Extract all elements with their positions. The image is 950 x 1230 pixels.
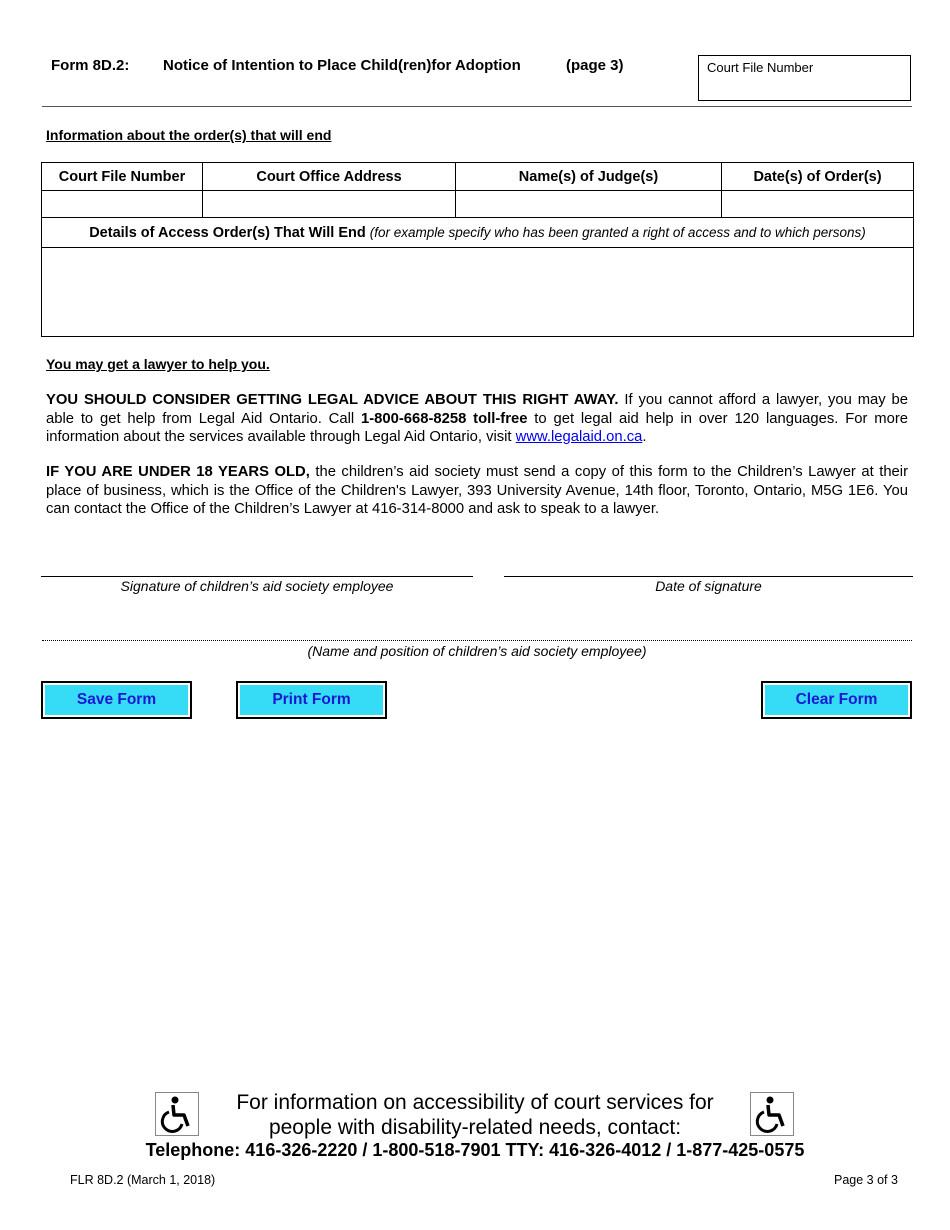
wheelchair-icon	[750, 1092, 794, 1136]
accessibility-text	[200, 1090, 750, 1140]
form-title: Notice of Intention to Place Child(ren)for Adoption	[163, 57, 521, 74]
date-line[interactable]	[504, 576, 913, 577]
under18-text: the children’s aid society must send a copy of this form to the Children’s Lawyer at their place of business, which is the Office of the Children's Lawyer, 393 University Avenue, 14th floor, Toronto, Ontario, M5G 1E6. You can contact the Office of the Children’s Lawyer at 416-314-8000 and ask to speak to a lawyer.	[46, 464, 908, 517]
advice-text-2: to get legal aid help in over 120 languages. For more information about the services available through Legal Aid Ontario, visit	[46, 410, 908, 445]
signature-line[interactable]	[41, 576, 473, 577]
column-header: Date(s) of Order(s)	[722, 163, 914, 191]
legal-advice-paragraph	[46, 391, 908, 447]
accessibility-line-2: people with disability-related needs, contact:	[268, 1116, 682, 1139]
advice-phone: 1-800-668-8258 toll-free	[361, 410, 528, 427]
details-heading-bold: Details of Access Order(s) That Will End	[89, 224, 366, 241]
date-label: Date of signature	[655, 578, 762, 594]
page-number: Page 3 of 3	[834, 1173, 898, 1187]
advice-bold: YOU SHOULD CONSIDER GETTING LEGAL ADVICE ABOUT THIS RIGHT AWAY.	[46, 392, 619, 408]
signature-label: Signature of children’s aid society employee	[120, 578, 394, 594]
details-heading-row	[42, 218, 914, 248]
form-code: FLR 8D.2 (March 1, 2018)	[70, 1173, 216, 1187]
wheelchair-icon	[155, 1092, 199, 1136]
court-office-address-cell[interactable]	[203, 191, 456, 218]
header-divider	[42, 106, 912, 107]
under18-bold: IF YOU ARE UNDER 18 YEARS OLD,	[46, 464, 310, 480]
advice-text: If you cannot afford a lawyer, you may be able to get help from Legal Aid Ontario. Call	[46, 392, 908, 427]
name-position-line[interactable]	[42, 640, 912, 641]
page-label: (page 3)	[566, 57, 624, 74]
details-heading	[42, 218, 914, 248]
under-18-paragraph	[46, 463, 908, 519]
court-file-number-field[interactable]	[698, 55, 911, 101]
lawyer-heading: You may get a lawyer to help you.	[46, 356, 270, 372]
orders-heading: Information about the order(s) that will end	[46, 127, 332, 143]
print-form-button[interactable]: Print Form	[236, 681, 387, 719]
order-dates-cell[interactable]	[722, 191, 914, 218]
court-file-number-label: Court File Number	[707, 60, 814, 75]
judge-names-cell[interactable]	[456, 191, 722, 218]
advice-end: .	[642, 429, 647, 445]
orders-table	[41, 162, 914, 337]
table-row	[42, 191, 914, 218]
access-order-details-field[interactable]	[42, 248, 914, 337]
court-file-number-cell[interactable]	[42, 191, 203, 218]
clear-form-button[interactable]: Clear Form	[761, 681, 912, 719]
save-form-button[interactable]: Save Form	[41, 681, 192, 719]
form-number: Form 8D.2:	[51, 57, 130, 74]
table-header-row	[42, 163, 914, 191]
accessibility-line-1: For information on accessibility of court services for	[236, 1091, 714, 1114]
legal-aid-link[interactable]: www.legalaid.on.ca	[515, 429, 643, 445]
name-position-label: (Name and position of children’s aid society employee)	[307, 643, 647, 659]
column-header: Name(s) of Judge(s)	[456, 163, 722, 191]
column-header: Court Office Address	[203, 163, 456, 191]
details-heading-italic: (for example specify who has been granted a right of access and to which persons)	[369, 224, 866, 240]
details-body-row	[42, 248, 914, 337]
accessibility-phone-line: Telephone: 416-326-2220 / 1-800-518-7901 TTY: 416-326-4012 / 1-877-425-0575	[145, 1140, 805, 1160]
column-header: Court File Number	[42, 163, 203, 191]
